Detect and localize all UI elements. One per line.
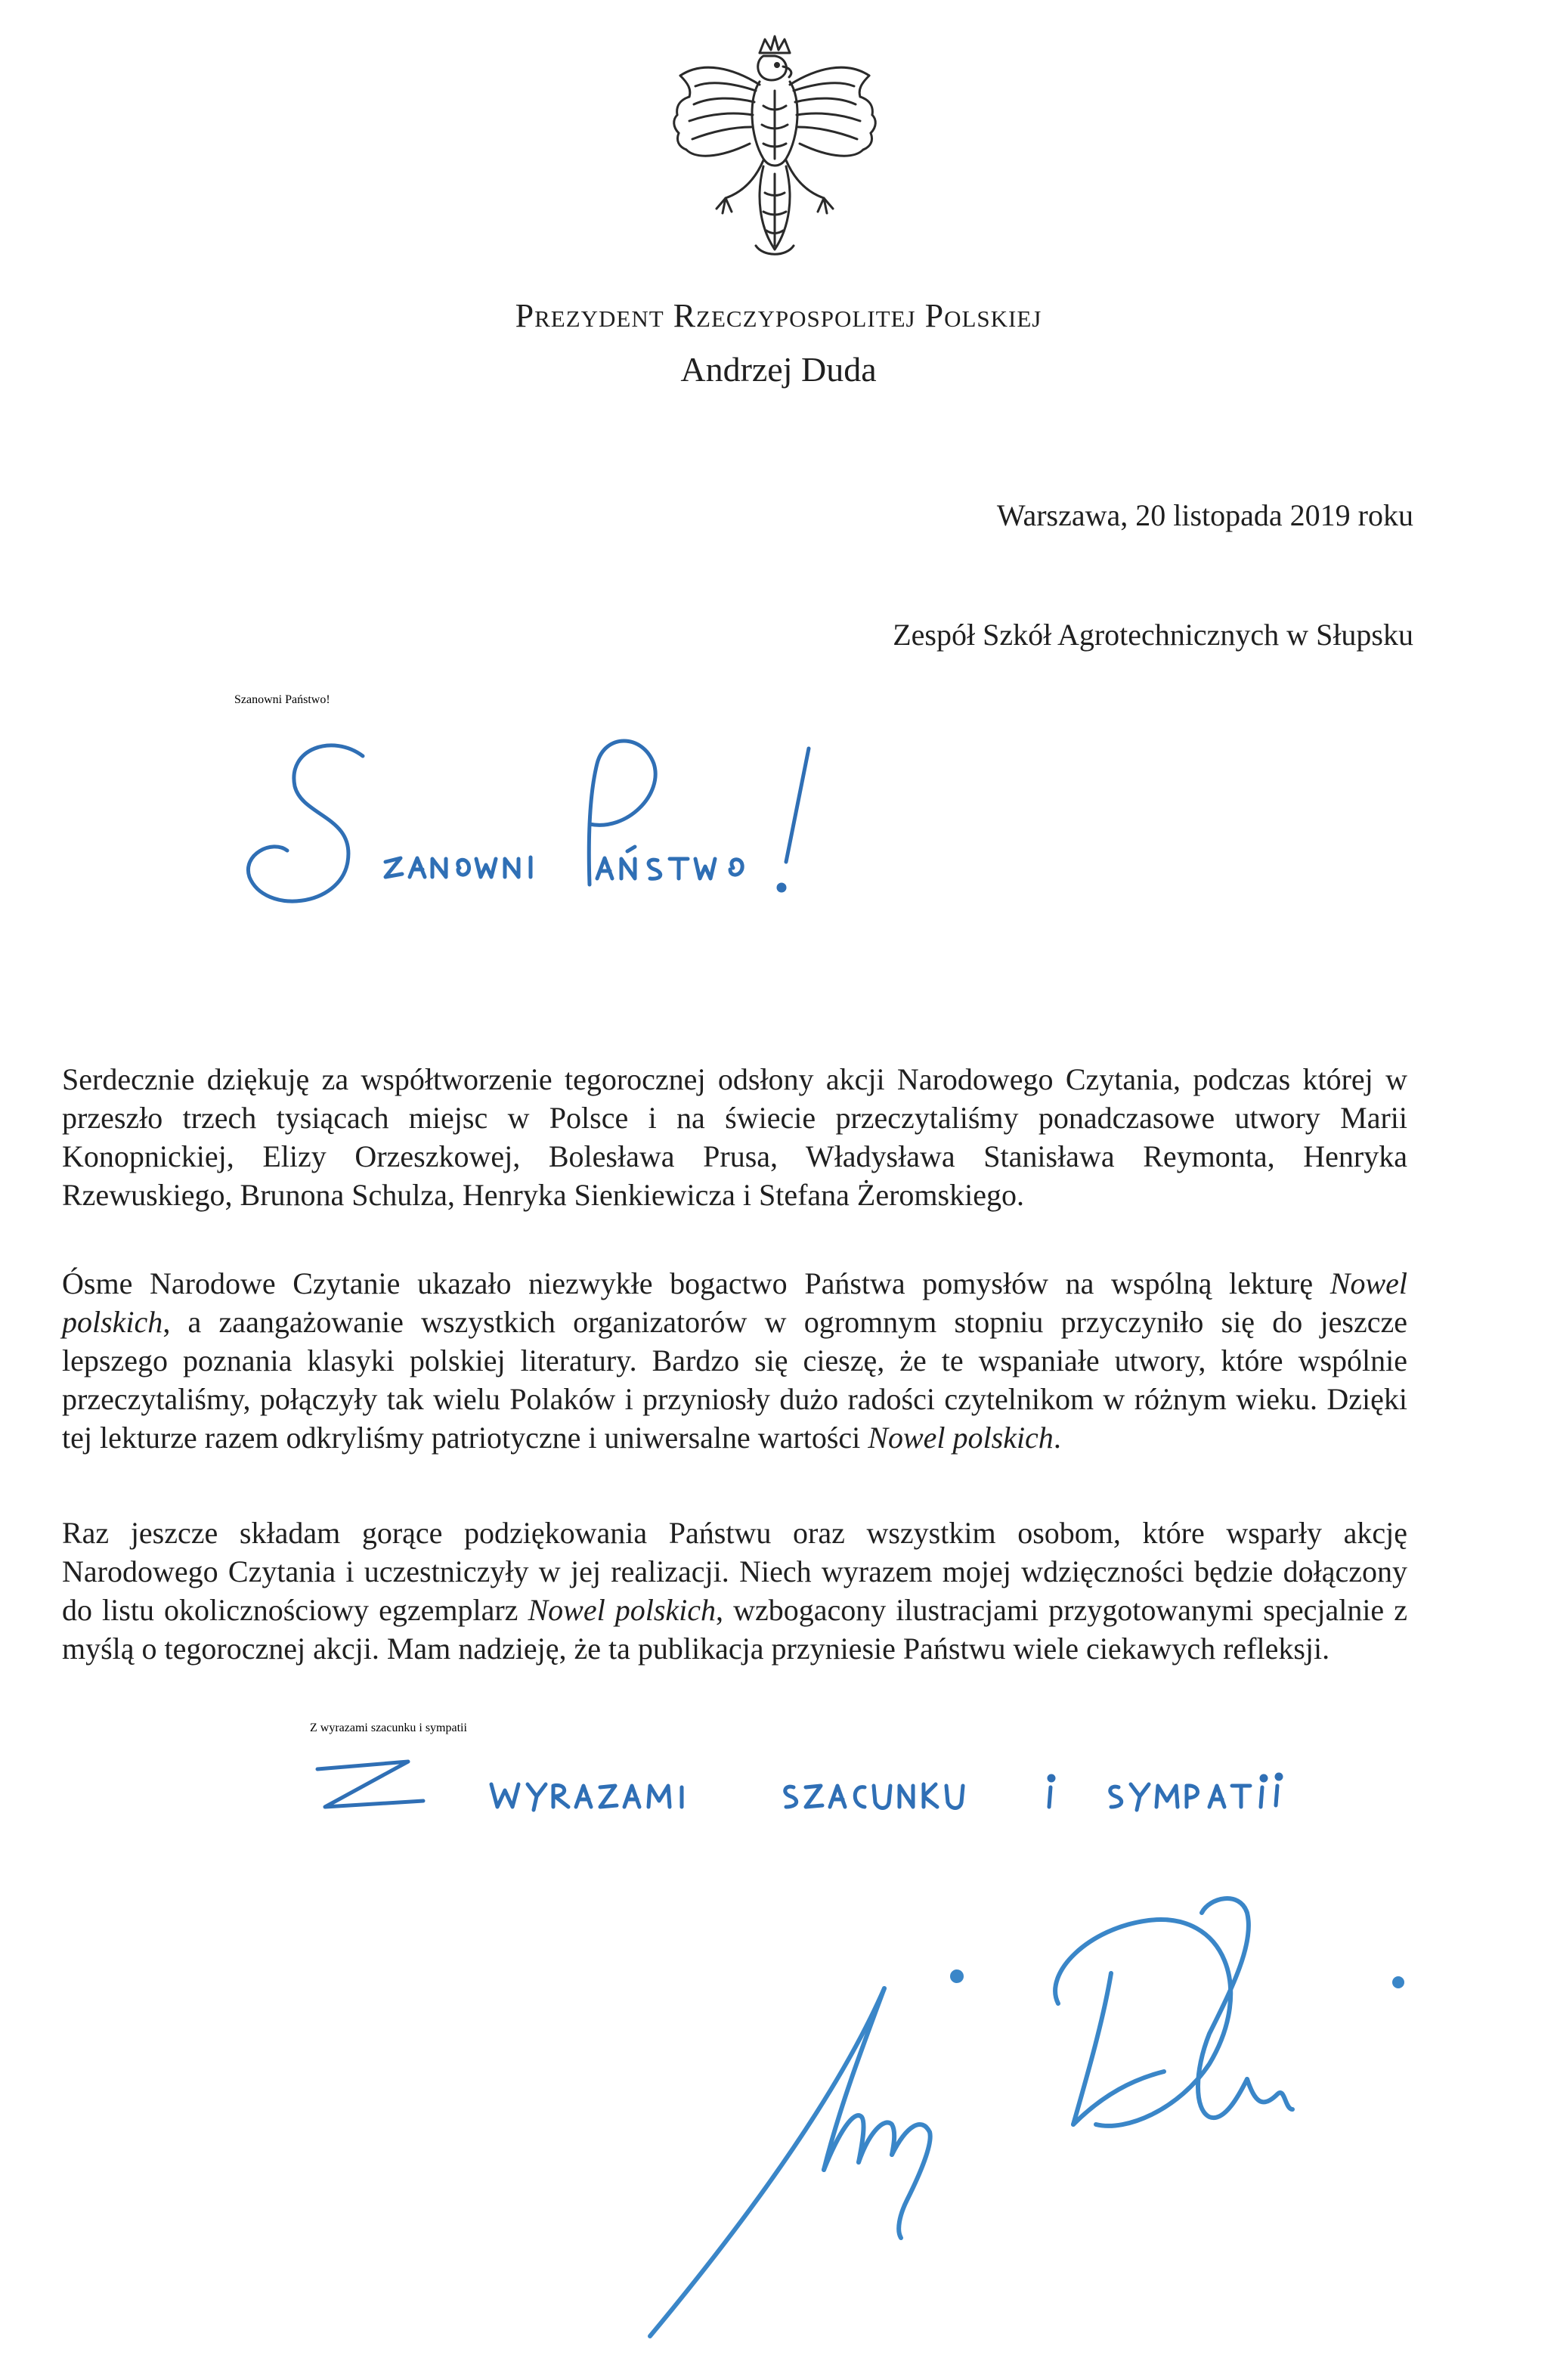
book-title-1: Nowel polskich (62, 1266, 1407, 1339)
polish-eagle-emblem-icon (650, 30, 899, 272)
book-title-3: Nowel polskich (528, 1593, 717, 1627)
salutation-text: Szanowni Państwo! (234, 693, 330, 706)
paragraph-3 (62, 1514, 1407, 1668)
recipient: Zespół Szkół Agrotechnicznych w Słupsku (893, 618, 1413, 652)
paragraph-2-text-c: , a zaangażowanie wszystkich organizatorów w ogromnym stopniu przyczyniło się do jeszcze lepszego poznania klasyki polskiej literatury. Bardzo się cieszę, że te wspaniałe utwory, które wspólnie przeczytaliśmy, połączyły tak wielu Polaków i przyniosły dużo radości czytelnikom w różnym wieku. Dzięki tej lekturze razem odkryliśmy patriotyczne i uniwersalne wartości (62, 1305, 1407, 1455)
paragraph-2 (62, 1264, 1407, 1457)
handwritten-closing (310, 1721, 1413, 1837)
paragraph-2-text-e: . (1053, 1421, 1061, 1455)
sender-name: Andrzej Duda (680, 350, 877, 389)
paragraph-3-text-c: , wzbogacony ilustracjami przygotowanymi specjalnie z myślą o tegorocznej akcji. Mam nadzieję, że ta publikacja przyniesie Państwu wiele ciekawych refleksji. (62, 1593, 1407, 1666)
letter-date: Warszawa, 20 listopada 2019 roku (996, 498, 1413, 532)
paragraph-2-text-a: Ósme Narodowe Czytanie ukazało niezwykłe bogactwo Państwa pomysłów na wspólną lekturę (62, 1266, 1330, 1300)
paragraph-1: Serdecznie dziękuję za współtworzenie tegorocznej odsłony akcji Narodowego Czytania, podczas której w przeszło trzech tysiącach miejsc w Polsce i na świecie przeczytaliśmy ponadczasowe utwory Marii Konopnickiej, Elizy Orzeszkowej, Bolesława Prusa, Władysława Stanisława Reymonta, Henryka Rzewuskiego, Brunona Schulza, Henryka Sienkiewicza i Stefana Żeromskiego. (62, 1062, 1407, 1212)
handwritten-salutation (234, 693, 960, 953)
book-title-2: Nowel polskich (868, 1421, 1054, 1455)
closing-text: Z wyrazami szacunku i sympatii (310, 1721, 467, 1734)
handwritten-signature-icon (635, 1883, 1421, 2351)
paragraph-3-text-a: Raz jeszcze składam gorące podziękowania Państwu oraz wszystkim osobom, które wsparły akcję Narodowego Czytania i uczestniczyły w jej realizacji. Niech wyrazem mojej wdzięczności będzie dołączony do listu okolicznościowy egzemplarz (62, 1516, 1407, 1627)
sender-office: Prezydent Rzeczypospolitej Polskiej (515, 297, 1042, 334)
